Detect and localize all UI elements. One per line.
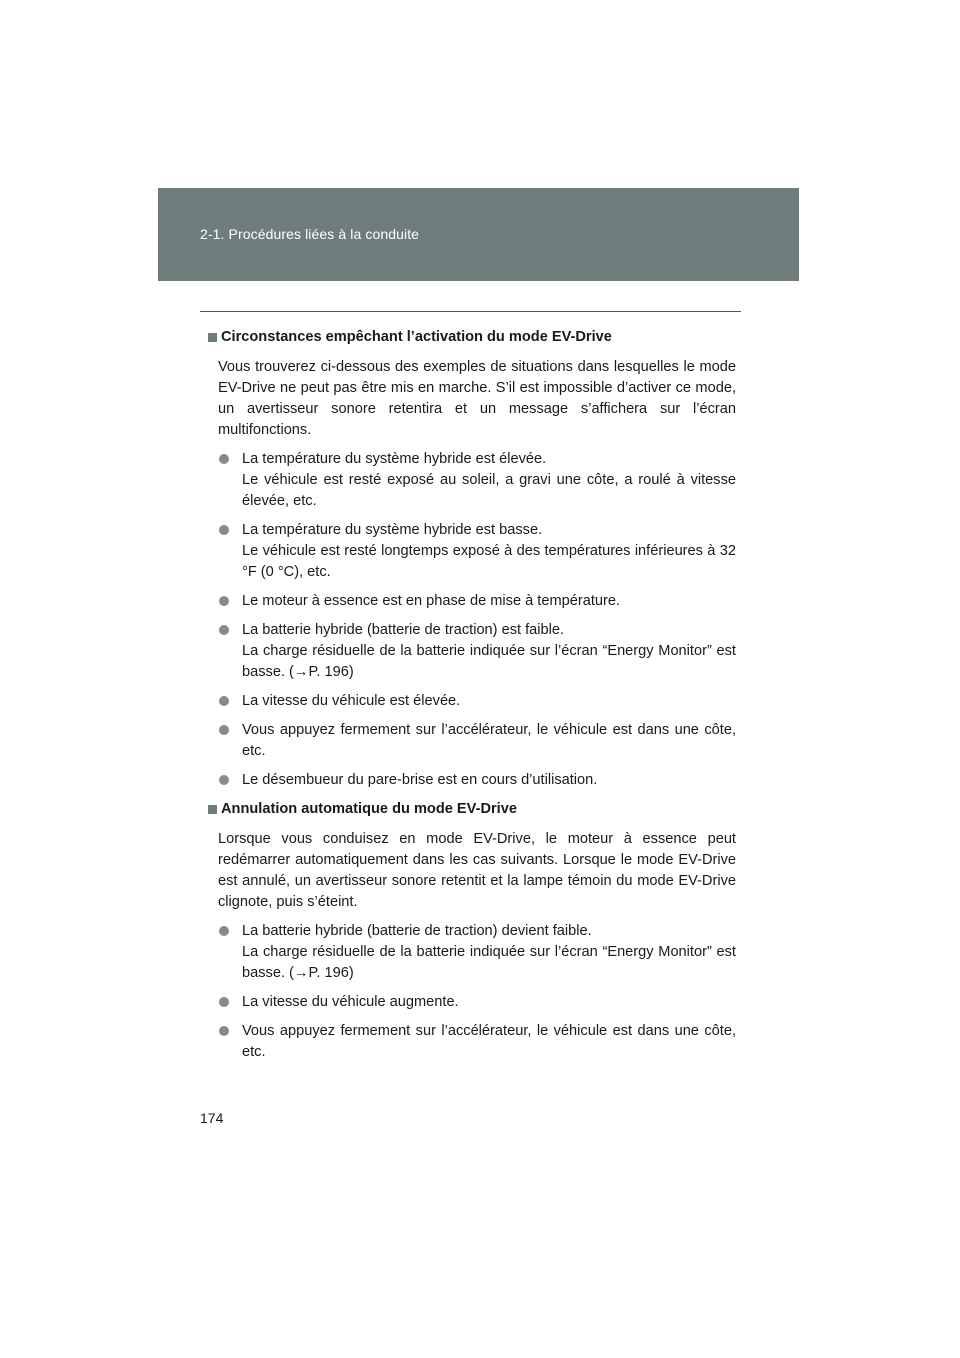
list-item-main: Vous appuyez fermement sur l’accélérateur, le véhicule est dans une côte, etc. xyxy=(242,1023,736,1060)
list-item-main: La vitesse du véhicule augmente. xyxy=(242,994,459,1010)
section-intro: Vous trouverez ci-dessous des exemples de situations dans lesquelles le mode EV-Drive ne peut pas être mis en marche. S’il est impossible d’activer ce mode, un avertisseur sonore retentira et un message s’affichera sur l’écran multifonctions. xyxy=(218,359,736,438)
circle-bullet-icon xyxy=(219,775,229,785)
list-item-main: Vous appuyez fermement sur l’accélérateur, le véhicule est dans une côte, etc. xyxy=(242,722,736,759)
list-item xyxy=(218,770,736,791)
circle-bullet-icon xyxy=(219,1026,229,1036)
square-bullet-icon xyxy=(208,333,217,342)
list-item xyxy=(218,992,736,1013)
list-item xyxy=(218,921,736,984)
list-item-main: La batterie hybride (batterie de traction) est faible. xyxy=(242,622,565,638)
list-item-detail: Le véhicule est resté exposé au soleil, a gravi une côte, a roulé à vitesse élevée, etc. xyxy=(242,472,736,509)
page-content xyxy=(208,327,736,1071)
section-title-text: Circonstances empêchant l’activation du mode EV-Drive xyxy=(221,329,612,345)
list-item xyxy=(218,691,736,712)
list-item-main: La vitesse du véhicule est élevée. xyxy=(242,693,461,709)
list-item xyxy=(218,720,736,762)
list-item-main: La température du système hybride est élevée. xyxy=(242,451,547,467)
list-item-detail: La charge résiduelle de la batterie indiquée sur l’écran “Energy Monitor” est basse. (→P. 196) xyxy=(242,944,736,981)
circle-bullet-icon xyxy=(219,525,229,535)
list-item xyxy=(218,1021,736,1063)
circle-bullet-icon xyxy=(219,625,229,635)
section-header-label: 2-1. Procédures liées à la conduite xyxy=(200,226,420,242)
section-title xyxy=(208,327,736,348)
list-item-detail: Le véhicule est resté longtemps exposé à des températures inférieures à 32 °F (0 °C), etc. xyxy=(242,543,736,580)
list-item-main: La température du système hybride est basse. xyxy=(242,522,543,538)
section-title xyxy=(208,799,736,820)
list-item-detail: La charge résiduelle de la batterie indiquée sur l’écran “Energy Monitor” est basse. (→P. 196) xyxy=(242,643,736,680)
square-bullet-icon xyxy=(208,805,217,814)
circle-bullet-icon xyxy=(219,454,229,464)
list-item-main: Le moteur à essence est en phase de mise à température. xyxy=(242,593,621,609)
circle-bullet-icon xyxy=(219,696,229,706)
list-item xyxy=(218,449,736,512)
circle-bullet-icon xyxy=(219,997,229,1007)
circle-bullet-icon xyxy=(219,596,229,606)
list-item xyxy=(218,620,736,683)
circle-bullet-icon xyxy=(219,725,229,735)
list-item xyxy=(218,520,736,583)
page-number: 174 xyxy=(200,1110,224,1126)
header-divider xyxy=(200,311,741,312)
circle-bullet-icon xyxy=(219,926,229,936)
list-item-main: La batterie hybride (batterie de traction) devient faible. xyxy=(242,923,592,939)
list-item xyxy=(218,591,736,612)
section-title-text: Annulation automatique du mode EV-Drive xyxy=(221,801,517,817)
section-intro: Lorsque vous conduisez en mode EV-Drive, le moteur à essence peut redémarrer automatiquement dans les cas suivants. Lorsque le mode EV-Drive est annulé, un avertisseur sonore retentit et la lampe témoin du mode EV-Drive clignote, puis s’éteint. xyxy=(218,831,736,910)
list-item-main: Le désembueur du pare-brise est en cours d’utilisation. xyxy=(242,772,598,788)
